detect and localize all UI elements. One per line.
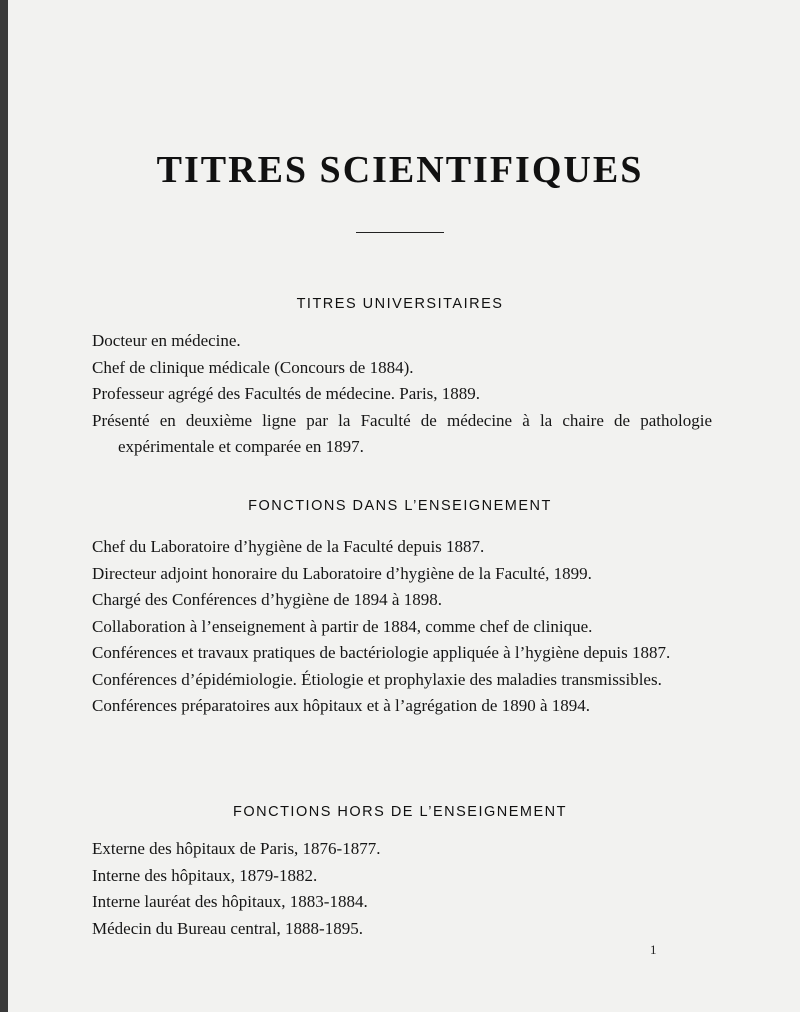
section-heading-fonctions-enseignement: FONCTIONS DANS L’ENSEIGNEMENT	[248, 498, 552, 514]
list-item: Professeur agrégé des Facultés de médecine. Paris, 1889.	[92, 384, 481, 403]
list-item: Docteur en médecine.	[92, 331, 241, 350]
section-heading-fonctions-hors-enseignement: FONCTIONS HORS DE L’ENSEIGNEMENT	[232, 804, 567, 820]
list-item: Interne lauréat des hôpitaux, 1883-1884.	[92, 892, 368, 911]
list-item: Conférences et travaux pratiques de bactériologie appliquée à l’hygiène depuis 1887.	[92, 643, 671, 662]
list-item: Interne des hôpitaux, 1879-1882.	[92, 865, 318, 885]
list-item: Conférences d’épidémiologie. Étiologie et prophylaxie des maladies transmissibles.	[92, 669, 662, 689]
list-item: Chef du Laboratoire d’hygiène de la Faculté depuis 1887.	[92, 537, 485, 556]
list-item: Externe des hôpitaux de Paris, 1876-1877.	[92, 839, 381, 858]
list-item: Médecin du Bureau central, 1888-1895.	[92, 918, 363, 938]
section-list-titres-universitaires	[92, 328, 712, 461]
section-list-fonctions-hors-enseignement	[92, 836, 712, 942]
list-item: Conférences préparatoires aux hôpitaux et à l’agrégation de 1890 à 1894.	[92, 696, 591, 715]
list-item: Directeur adjoint honoraire du Laboratoire d’hygiène de la Faculté, 1899.	[92, 563, 592, 583]
title-divider	[356, 232, 444, 233]
list-item: Chef de clinique médicale (Concours de 1884).	[92, 357, 414, 377]
page-title: TITRES SCIENTIFIQUES	[156, 149, 644, 191]
list-item: Présenté en deuxième ligne par la Faculté de médecine à la chaire de pathologie expérimentale et comparée en 1897.	[92, 410, 712, 456]
section-list-fonctions-enseignement	[92, 534, 712, 720]
section-heading-titres-universitaires: TITRES UNIVERSITAIRES	[296, 296, 504, 312]
list-item: Chargé des Conférences d’hygiène de 1894 à 1898.	[92, 590, 442, 609]
page-number: 1	[650, 942, 657, 957]
list-item: Collaboration à l’enseignement à partir de 1884, comme chef de clinique.	[92, 616, 593, 636]
